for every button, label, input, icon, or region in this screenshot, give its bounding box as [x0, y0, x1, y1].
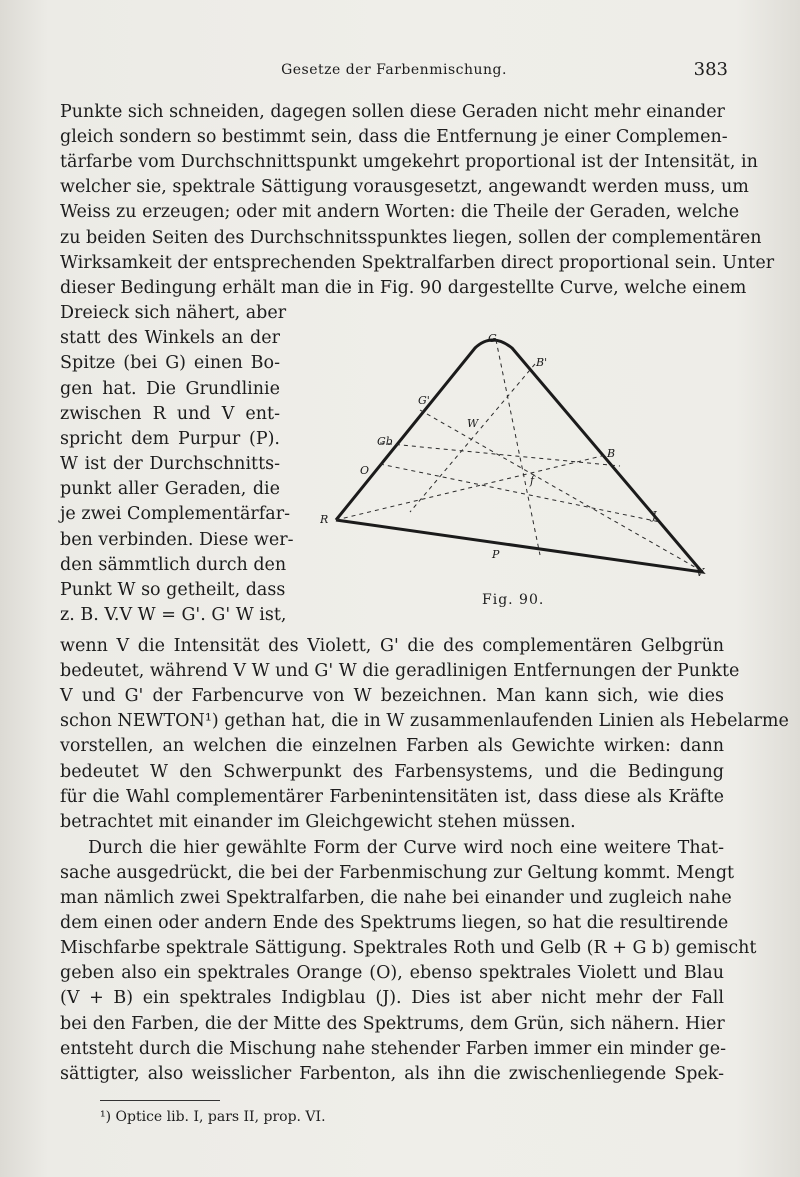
text-line: für die Wahl complementärer Farbenintensitäten ist, dass diese als Kräfte — [60, 787, 724, 807]
text-line: Weiss zu erzeugen; oder mit andern Worten: die Theile der Geraden, welche — [60, 202, 740, 222]
text-line: sache ausgedrückt, die bei der Farbenmischung zur Geltung kommt. Mengt — [60, 863, 735, 883]
wrap-line: spricht dem Purpur (P). — [60, 429, 280, 449]
text-line: Durch die hier gewählte Form der Curve wird noch eine weitere That- — [88, 838, 724, 858]
text-line: bedeutet W den Schwerpunkt des Farbensystems, und die Bedingung — [60, 762, 724, 782]
footnote-rule — [100, 1100, 220, 1101]
text-line: wenn V die Intensität des Violett, G' die des complementären Gelbgrün — [60, 636, 724, 656]
wrap-line: gen hat. Die Grundlinie — [60, 379, 280, 399]
wrap-line: den sämmtlich durch den — [60, 555, 287, 575]
label-b-prime: B' — [536, 356, 548, 369]
label-g: G — [488, 332, 497, 345]
text-line: welcher sie, spektrale Sättigung vorausgesetzt, angewandt werden muss, um — [60, 177, 749, 197]
text-line: sättigter, also weisslicher Farbenton, als ihn die zwischenliegende Spek- — [60, 1064, 724, 1084]
text-line: bei den Farben, die der Mitte des Spektrums, dem Grün, sich nähern. Hier — [60, 1014, 725, 1034]
wrap-line: ben verbinden. Diese wer- — [60, 530, 294, 550]
page-number: 383 — [693, 59, 728, 80]
label-f: f — [530, 474, 535, 487]
text-line: schon NEWTON¹) gethan hat, die in W zusammenlaufenden Linien als Hebelarme — [60, 711, 789, 731]
text-line: entsteht durch die Mischung nahe stehender Farben immer ein minder ge- — [60, 1039, 727, 1059]
label-j: J — [652, 509, 657, 522]
label-w: W — [467, 417, 479, 430]
figure-caption: Fig. 90. — [482, 592, 545, 608]
footnote: ¹) Optice lib. I, pars II, prop. VI. — [100, 1109, 326, 1125]
text-line: Dreieck sich nähert, aber — [60, 303, 287, 323]
dashed-line-bprime — [410, 364, 535, 512]
text-line: Wirksamkeit der entsprechenden Spektralfarben direct proportional sein. Unter — [60, 253, 775, 273]
text-line: geben also ein spektrales Orange (O), ebenso spektrales Violett und Blau — [60, 963, 724, 983]
text-line: bedeutet, während V W und G' W die geradlinigen Entfernungen der Punkte — [60, 661, 740, 681]
label-p: P — [492, 548, 500, 561]
label-r: R — [320, 513, 329, 526]
text-line: tärfarbe vom Durchschnittspunkt umgekehrt proportional ist der Intensität, in — [60, 152, 758, 172]
text-line: man nämlich zwei Spektralfarben, die nahe bei einander und zugleich nahe — [60, 888, 732, 908]
text-line: gleich sondern so bestimmt sein, dass die Entfernung je einer Complemen- — [60, 127, 728, 147]
label-b: B — [607, 447, 616, 460]
text-line: dieser Bedingung erhält man die in Fig. 90 dargestellte Curve, welche einem — [60, 278, 747, 298]
dashed-line-r-b — [336, 454, 610, 520]
wrap-line: punkt aller Geraden, die — [60, 479, 280, 499]
wrap-line: W ist der Durchschnitts- — [60, 454, 280, 474]
figure-90 — [320, 326, 725, 616]
wrap-line: je zwei Complementärfar- — [60, 504, 290, 524]
wrap-line: zwischen R und V ent- — [60, 404, 280, 424]
wrap-line: Spitze (bei G) einen Bo- — [60, 353, 280, 373]
text-line: Mischfarbe spektrale Sättigung. Spektrales Roth und Gelb (R + G b) gemischt — [60, 938, 757, 958]
text-line: (V + B) ein spektrales Indigblau (J). Dies ist aber nicht mehr der Fall — [60, 988, 724, 1008]
running-title: Gesetze der Farbenmischung. — [281, 62, 507, 78]
wrap-line: statt des Winkels an der — [60, 328, 280, 348]
color-curve-diagram — [320, 326, 725, 616]
label-gb: Gb — [377, 435, 393, 448]
dashed-line-gb — [380, 443, 620, 466]
page-header — [60, 59, 728, 86]
label-o: O — [360, 464, 370, 477]
text-line: vorstellen, an welchen die einzelnen Farben als Gewichte wirken: dann — [60, 736, 724, 756]
text-line: betrachtet mit einander im Gleichgewicht stehen müssen. — [60, 812, 576, 832]
wrap-line: Punkt W so getheilt, dass — [60, 580, 286, 600]
text-line: V und G' der Farbencurve von W bezeichnen. Man kann sich, wie dies — [60, 686, 724, 706]
text-line: dem einen oder andern Ende des Spektrums liegen, so hat die resultirende — [60, 913, 729, 933]
text-line: Punkte sich schneiden, dagegen sollen diese Geraden nicht mehr einander — [60, 102, 725, 122]
label-g-prime: G' — [418, 394, 430, 407]
label-v: V — [696, 566, 704, 579]
wrap-line: z. B. V.V W = G'. G' W ist, — [60, 605, 287, 625]
text-line: zu beiden Seiten des Durchschnitsspunktes liegen, sollen der complementären — [60, 228, 762, 248]
